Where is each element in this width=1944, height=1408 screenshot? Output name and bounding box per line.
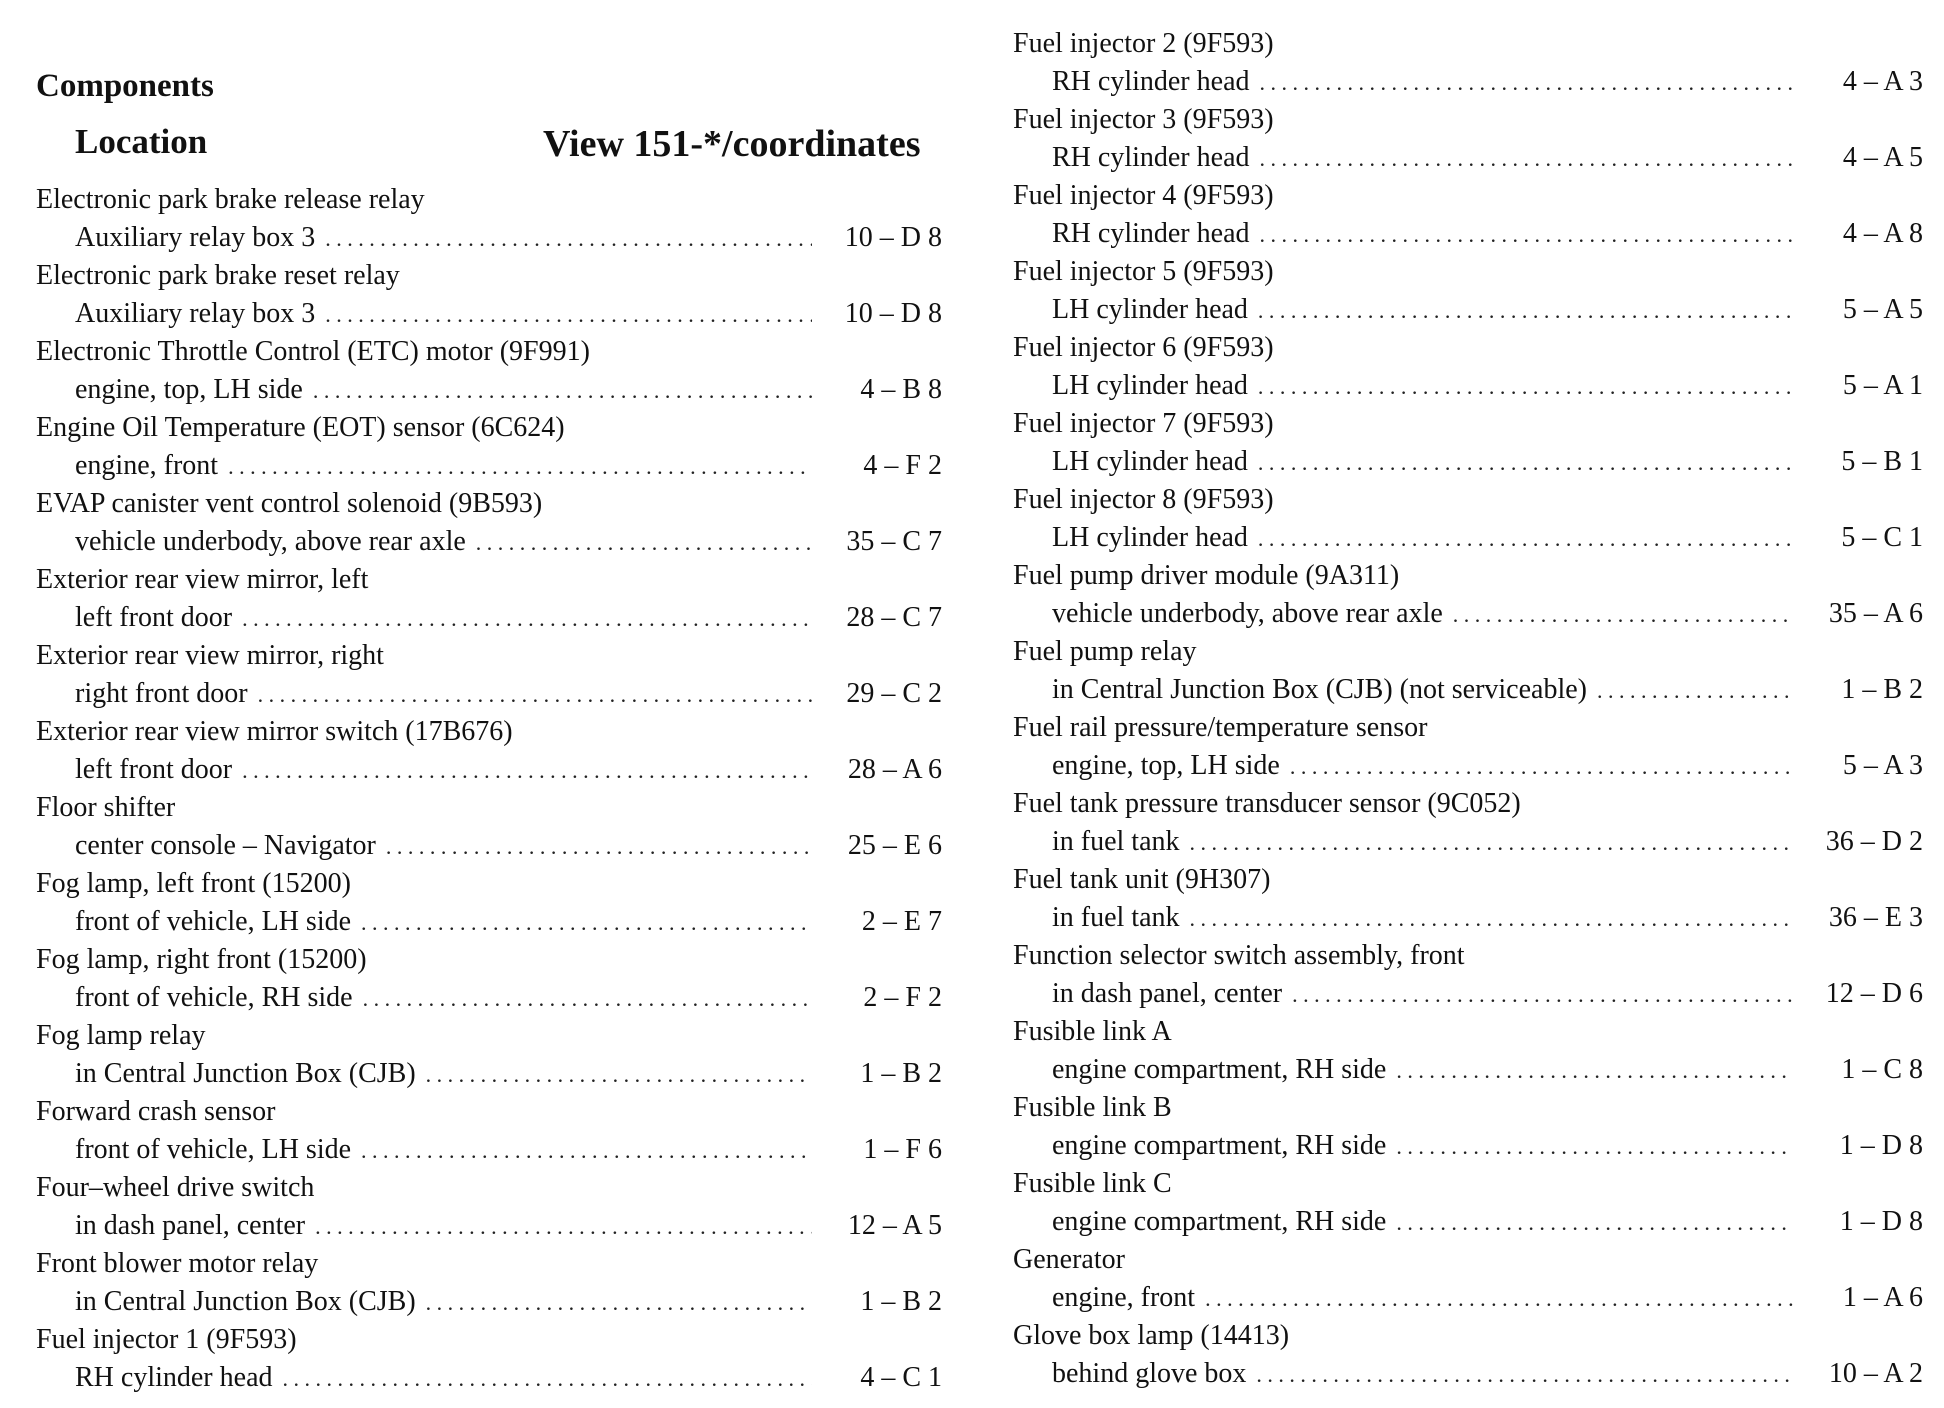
dot-leader bbox=[1396, 1127, 1793, 1166]
right-entry-list bbox=[1013, 25, 1923, 1393]
component-location: in Central Junction Box (CJB) bbox=[75, 1058, 416, 1089]
component-coordinates: 35 – A 6 bbox=[1828, 598, 1923, 629]
component-coordinates: 4 – A 5 bbox=[1842, 142, 1923, 173]
component-entry bbox=[36, 941, 942, 1017]
component-location: vehicle underbody, above rear axle bbox=[75, 526, 466, 557]
component-coordinates: 29 – C 2 bbox=[846, 678, 942, 709]
component-location-row bbox=[36, 1207, 942, 1245]
dot-leader bbox=[426, 1055, 812, 1094]
dot-leader bbox=[1258, 291, 1793, 330]
component-location-row bbox=[1013, 747, 1923, 785]
dot-leader bbox=[386, 827, 812, 866]
left-entry-list bbox=[36, 181, 942, 1397]
component-name: Floor shifter bbox=[36, 792, 176, 823]
dot-leader bbox=[1205, 1279, 1793, 1318]
component-location: LH cylinder head bbox=[1052, 294, 1248, 325]
dot-leader bbox=[1260, 139, 1794, 178]
component-location-row bbox=[1013, 1051, 1923, 1089]
component-coordinates: 2 – E 7 bbox=[861, 906, 942, 937]
component-location: in Central Junction Box (CJB) (not serviceable) bbox=[1052, 674, 1587, 705]
component-location-row bbox=[1013, 215, 1923, 253]
component-coordinates: 2 – F 2 bbox=[863, 982, 942, 1013]
component-entry bbox=[1013, 557, 1923, 633]
dot-leader bbox=[1258, 519, 1793, 558]
component-location: LH cylinder head bbox=[1052, 522, 1248, 553]
component-coordinates: 10 – D 8 bbox=[844, 222, 942, 253]
component-name: Fuel pump relay bbox=[1013, 636, 1197, 667]
dot-leader bbox=[315, 1207, 812, 1246]
component-location: in fuel tank bbox=[1052, 902, 1180, 933]
dot-leader bbox=[325, 219, 812, 258]
component-name: Electronic Throttle Control (ETC) motor (9F991) bbox=[36, 336, 590, 367]
component-coordinates: 12 – A 5 bbox=[847, 1210, 942, 1241]
component-coordinates: 1 – A 6 bbox=[1842, 1282, 1923, 1313]
component-location: engine, top, LH side bbox=[1052, 750, 1280, 781]
component-entry bbox=[36, 1093, 942, 1169]
component-name: Fuel injector 4 (9F593) bbox=[1013, 180, 1274, 211]
component-entry bbox=[36, 257, 942, 333]
component-coordinates: 1 – B 2 bbox=[860, 1058, 942, 1089]
dot-leader bbox=[325, 295, 812, 334]
component-location: behind glove box bbox=[1052, 1358, 1247, 1389]
dot-leader bbox=[1256, 1355, 1793, 1394]
component-name: Front blower motor relay bbox=[36, 1248, 319, 1279]
component-coordinates: 10 – A 2 bbox=[1828, 1358, 1923, 1389]
component-name: Forward crash sensor bbox=[36, 1096, 276, 1127]
component-location-row bbox=[1013, 595, 1923, 633]
component-entry bbox=[1013, 709, 1923, 785]
dot-leader bbox=[242, 751, 812, 790]
component-entry bbox=[36, 333, 942, 409]
dot-leader bbox=[1258, 443, 1793, 482]
dot-leader bbox=[1396, 1203, 1793, 1242]
component-coordinates: 1 – B 2 bbox=[860, 1286, 942, 1317]
component-location-row bbox=[36, 979, 942, 1017]
component-location: engine, front bbox=[75, 450, 219, 481]
dot-leader bbox=[1190, 823, 1793, 862]
component-location: in dash panel, center bbox=[75, 1210, 306, 1241]
component-location: RH cylinder head bbox=[1052, 142, 1250, 173]
component-location-row bbox=[36, 295, 942, 333]
component-name: Fuel pump driver module (9A311) bbox=[1013, 560, 1400, 591]
dot-leader bbox=[361, 1131, 812, 1170]
component-entry bbox=[1013, 633, 1923, 709]
component-name: Electronic park brake reset relay bbox=[36, 260, 400, 291]
component-location: LH cylinder head bbox=[1052, 370, 1248, 401]
dot-leader bbox=[1260, 63, 1794, 102]
component-entry bbox=[1013, 253, 1923, 329]
component-location: front of vehicle, LH side bbox=[75, 906, 352, 937]
component-location-row bbox=[1013, 1203, 1923, 1241]
component-location-row bbox=[36, 1131, 942, 1169]
dot-leader bbox=[1453, 595, 1793, 634]
dot-leader bbox=[1258, 367, 1793, 406]
component-location: in dash panel, center bbox=[1052, 978, 1283, 1009]
dot-leader bbox=[1290, 747, 1793, 786]
component-name: Fog lamp relay bbox=[36, 1020, 206, 1051]
component-entry bbox=[36, 789, 942, 865]
component-location: left front door bbox=[75, 602, 233, 633]
dot-leader bbox=[1597, 671, 1793, 710]
component-location-row bbox=[1013, 519, 1923, 557]
component-location: in fuel tank bbox=[1052, 826, 1180, 857]
component-coordinates: 5 – C 1 bbox=[1841, 522, 1923, 553]
component-coordinates: 1 – C 8 bbox=[1841, 1054, 1923, 1085]
component-coordinates: 36 – D 2 bbox=[1825, 826, 1923, 857]
component-location-row bbox=[36, 1359, 942, 1397]
component-location-row bbox=[1013, 1279, 1923, 1317]
component-entry bbox=[1013, 329, 1923, 405]
component-name: Fuel injector 5 (9F593) bbox=[1013, 256, 1274, 287]
component-entry bbox=[1013, 937, 1923, 1013]
component-entry bbox=[36, 1169, 942, 1245]
component-name: Fuel injector 6 (9F593) bbox=[1013, 332, 1274, 363]
component-location: engine, top, LH side bbox=[75, 374, 303, 405]
component-location-row bbox=[1013, 823, 1923, 861]
component-coordinates: 4 – C 1 bbox=[860, 1362, 942, 1393]
component-name: Fuel rail pressure/temperature sensor bbox=[1013, 712, 1428, 743]
component-coordinates: 4 – B 8 bbox=[860, 374, 942, 405]
dot-leader bbox=[1396, 1051, 1793, 1090]
component-location-row bbox=[1013, 63, 1923, 101]
component-name: Fusible link C bbox=[1013, 1168, 1172, 1199]
component-location: Auxiliary relay box 3 bbox=[75, 298, 316, 329]
dot-leader bbox=[361, 903, 812, 942]
component-coordinates: 28 – C 7 bbox=[846, 602, 942, 633]
component-location: engine compartment, RH side bbox=[1052, 1206, 1387, 1237]
component-coordinates: 5 – A 1 bbox=[1842, 370, 1923, 401]
component-name: Exterior rear view mirror, left bbox=[36, 564, 369, 595]
dot-leader bbox=[476, 523, 812, 562]
component-name: Fusible link B bbox=[1013, 1092, 1172, 1123]
component-coordinates: 1 – D 8 bbox=[1839, 1206, 1923, 1237]
component-entry bbox=[1013, 101, 1923, 177]
component-location-row bbox=[1013, 291, 1923, 329]
component-entry bbox=[1013, 177, 1923, 253]
component-location: vehicle underbody, above rear axle bbox=[1052, 598, 1443, 629]
component-coordinates: 1 – B 2 bbox=[1841, 674, 1923, 705]
component-entry bbox=[36, 485, 942, 561]
section-title: Components bbox=[36, 68, 214, 104]
component-location-row bbox=[36, 675, 942, 713]
component-entry bbox=[1013, 481, 1923, 557]
dot-leader bbox=[363, 979, 812, 1018]
component-name: Four–wheel drive switch bbox=[36, 1172, 315, 1203]
component-entry bbox=[1013, 1089, 1923, 1165]
component-location-row bbox=[1013, 671, 1923, 709]
component-name: Generator bbox=[1013, 1244, 1125, 1275]
component-entry bbox=[36, 409, 942, 485]
component-location-row bbox=[36, 447, 942, 485]
component-name: Fuel injector 7 (9F593) bbox=[1013, 408, 1274, 439]
component-name: Exterior rear view mirror switch (17B676) bbox=[36, 716, 513, 747]
view-coordinates-column-header: View 151-*/coordinates bbox=[543, 123, 921, 165]
dot-leader bbox=[1190, 899, 1793, 938]
component-location-row bbox=[36, 219, 942, 257]
component-location-row bbox=[36, 523, 942, 561]
component-entry bbox=[36, 1245, 942, 1321]
component-location-row bbox=[36, 599, 942, 637]
component-location: right front door bbox=[75, 678, 248, 709]
component-coordinates: 5 – A 3 bbox=[1842, 750, 1923, 781]
component-coordinates: 1 – D 8 bbox=[1839, 1130, 1923, 1161]
component-name: Fuel injector 3 (9F593) bbox=[1013, 104, 1274, 135]
component-location: in Central Junction Box (CJB) bbox=[75, 1286, 416, 1317]
component-location-row bbox=[1013, 1127, 1923, 1165]
dot-leader bbox=[1292, 975, 1793, 1014]
component-name: Function selector switch assembly, front bbox=[1013, 940, 1465, 971]
component-entry bbox=[36, 1017, 942, 1093]
dot-leader bbox=[242, 599, 812, 638]
component-coordinates: 28 – A 6 bbox=[847, 754, 942, 785]
component-location-row bbox=[36, 827, 942, 865]
component-location: engine, front bbox=[1052, 1282, 1196, 1313]
component-name: Fuel injector 1 (9F593) bbox=[36, 1324, 297, 1355]
location-column-header: Location bbox=[75, 122, 208, 161]
component-name: Fuel injector 2 (9F593) bbox=[1013, 28, 1274, 59]
component-location-row bbox=[1013, 443, 1923, 481]
component-coordinates: 1 – F 6 bbox=[863, 1134, 942, 1165]
component-coordinates: 12 – D 6 bbox=[1825, 978, 1923, 1009]
component-location: LH cylinder head bbox=[1052, 446, 1248, 477]
component-entry bbox=[1013, 1317, 1923, 1393]
component-entry bbox=[36, 181, 942, 257]
dot-leader bbox=[228, 447, 812, 486]
component-coordinates: 4 – A 3 bbox=[1842, 66, 1923, 97]
component-name: EVAP canister vent control solenoid (9B593) bbox=[36, 488, 543, 519]
component-coordinates: 5 – A 5 bbox=[1842, 294, 1923, 325]
component-location: front of vehicle, LH side bbox=[75, 1134, 352, 1165]
component-location-row bbox=[36, 1283, 942, 1321]
component-location-row bbox=[1013, 1355, 1923, 1393]
component-name: Fuel tank unit (9H307) bbox=[1013, 864, 1271, 895]
component-entry bbox=[1013, 1165, 1923, 1241]
component-location-row bbox=[1013, 899, 1923, 937]
component-coordinates: 5 – B 1 bbox=[1841, 446, 1923, 477]
component-location-row bbox=[1013, 975, 1923, 1013]
component-entry bbox=[1013, 1241, 1923, 1317]
component-entry bbox=[1013, 405, 1923, 481]
component-entry bbox=[36, 637, 942, 713]
component-location: left front door bbox=[75, 754, 233, 785]
dot-leader bbox=[313, 371, 812, 410]
component-name: Fuel injector 8 (9F593) bbox=[1013, 484, 1274, 515]
component-name: Engine Oil Temperature (EOT) sensor (6C624) bbox=[36, 412, 565, 443]
component-coordinates: 10 – D 8 bbox=[844, 298, 942, 329]
component-coordinates: 25 – E 6 bbox=[847, 830, 942, 861]
component-entry bbox=[36, 865, 942, 941]
component-location: front of vehicle, RH side bbox=[75, 982, 353, 1013]
component-entry bbox=[1013, 861, 1923, 937]
component-name: Electronic park brake release relay bbox=[36, 184, 425, 215]
component-name: Fog lamp, left front (15200) bbox=[36, 868, 351, 899]
component-location-row bbox=[36, 1055, 942, 1093]
component-entry bbox=[1013, 25, 1923, 101]
component-location: RH cylinder head bbox=[75, 1362, 273, 1393]
dot-leader bbox=[258, 675, 812, 714]
component-coordinates: 4 – F 2 bbox=[863, 450, 942, 481]
component-location-row bbox=[1013, 367, 1923, 405]
component-entry bbox=[36, 1321, 942, 1397]
component-location-row bbox=[36, 903, 942, 941]
component-location-row bbox=[1013, 139, 1923, 177]
dot-leader bbox=[283, 1359, 813, 1398]
component-location-row bbox=[36, 751, 942, 789]
component-coordinates: 4 – A 8 bbox=[1842, 218, 1923, 249]
component-location: RH cylinder head bbox=[1052, 218, 1250, 249]
component-entry bbox=[1013, 1013, 1923, 1089]
component-name: Glove box lamp (14413) bbox=[1013, 1320, 1290, 1351]
component-entry bbox=[1013, 785, 1923, 861]
component-name: Fog lamp, right front (15200) bbox=[36, 944, 367, 975]
component-entry bbox=[36, 713, 942, 789]
component-coordinates: 35 – C 7 bbox=[846, 526, 942, 557]
component-entry bbox=[36, 561, 942, 637]
dot-leader bbox=[426, 1283, 812, 1322]
component-name: Exterior rear view mirror, right bbox=[36, 640, 384, 671]
component-coordinates: 36 – E 3 bbox=[1828, 902, 1923, 933]
component-name: Fusible link A bbox=[1013, 1016, 1172, 1047]
component-location: Auxiliary relay box 3 bbox=[75, 222, 316, 253]
component-location: center console – Navigator bbox=[75, 830, 376, 861]
component-location: RH cylinder head bbox=[1052, 66, 1250, 97]
component-name: Fuel tank pressure transducer sensor (9C052) bbox=[1013, 788, 1521, 819]
component-location: engine compartment, RH side bbox=[1052, 1054, 1387, 1085]
component-location-row bbox=[36, 371, 942, 409]
component-location: engine compartment, RH side bbox=[1052, 1130, 1387, 1161]
dot-leader bbox=[1260, 215, 1794, 254]
